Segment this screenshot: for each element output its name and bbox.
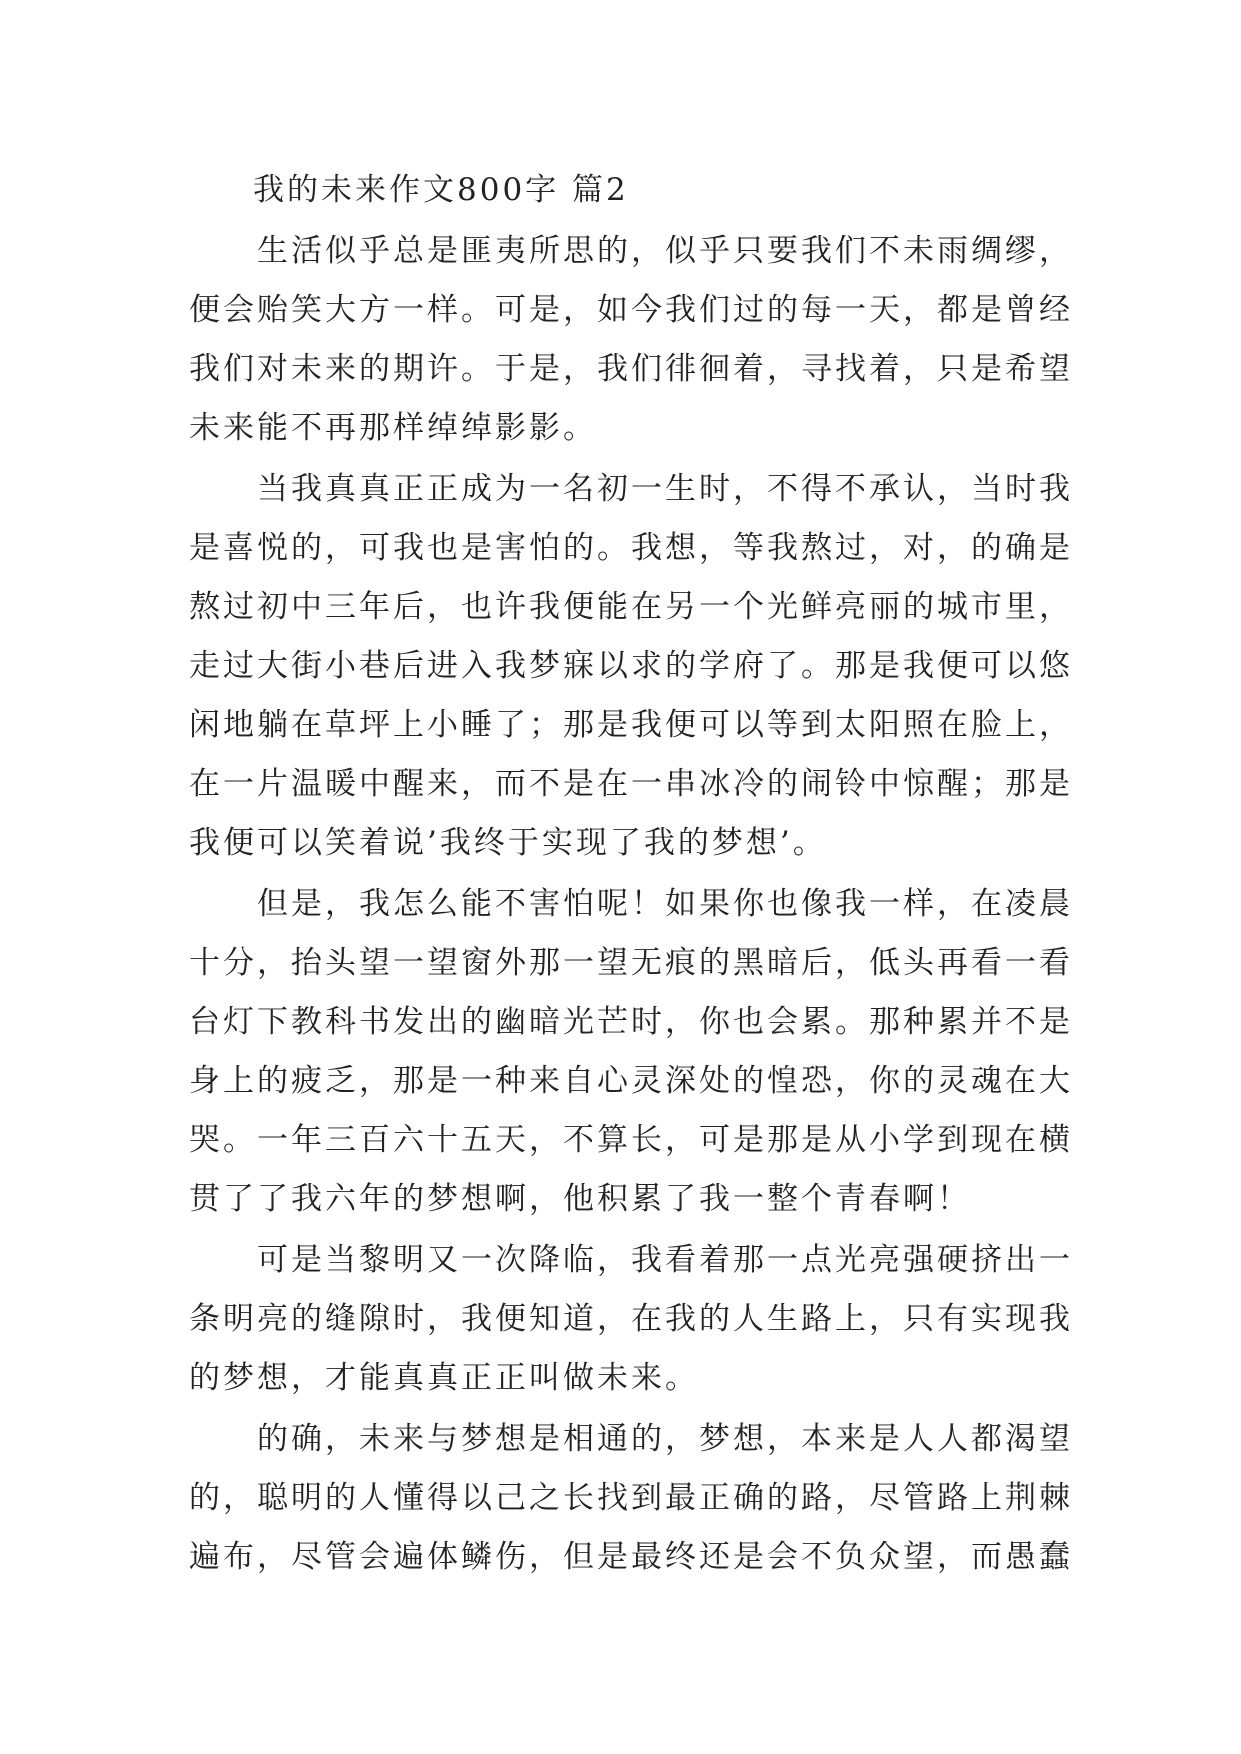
text-line: 哭。一年三百六十五天，不算长，可是那是从小学到现在横 <box>189 1122 1073 1158</box>
text-line: 未来能不再那样绰绰影影。 <box>189 410 597 446</box>
text-line: 但是，我怎么能不害怕呢！如果你也像我一样，在凌晨 <box>257 886 1073 922</box>
text-line: 台灯下教科书发出的幽暗光芒时，你也会累。那种累并不是 <box>189 1004 1073 1040</box>
paragraph-3 <box>189 875 1094 1229</box>
text-line: 的梦想，才能真真正正叫做未来。 <box>189 1360 699 1396</box>
text-line: 遍布，尽管会遍体鳞伤，但是最终还是会不负众望，而愚蠢 <box>189 1539 1073 1575</box>
text-line: 可是当黎明又一次降临，我看着那一点光亮强硬挤出一 <box>257 1242 1073 1278</box>
paragraph-1 <box>189 222 1094 458</box>
paragraph-2 <box>189 460 1094 873</box>
text-line: 十分，抬头望一望窗外那一望无痕的黑暗后，低头再看一看 <box>189 945 1073 981</box>
text-line: 条明亮的缝隙时，我便知道，在我的人生路上，只有实现我 <box>189 1301 1073 1337</box>
text-line: 的确，未来与梦想是相通的，梦想，本来是人人都渴望 <box>257 1421 1073 1457</box>
text-line: 熬过初中三年后，也许我便能在另一个光鲜亮丽的城市里， <box>189 589 1073 625</box>
paragraph-4 <box>189 1231 1094 1408</box>
text-line: 身上的疲乏，那是一种来自心灵深处的惶恐，你的灵魂在大 <box>189 1063 1073 1099</box>
text-line: 闲地躺在草坪上小睡了；那是我便可以等到太阳照在脸上， <box>189 707 1073 743</box>
text-line: 当我真真正正成为一名初一生时，不得不承认，当时我 <box>257 471 1073 507</box>
text-line: 我们对未来的期许。于是，我们徘徊着，寻找着，只是希望 <box>189 351 1073 387</box>
text-line: 走过大街小巷后进入我梦寐以求的学府了。那是我便可以悠 <box>189 648 1073 684</box>
paragraph-5 <box>189 1410 1094 1587</box>
essay-title: 我的未来作文800字 篇2 <box>253 172 629 208</box>
text-line: 在一片温暖中醒来，而不是在一串冰冷的闹铃中惊醒；那是 <box>189 766 1073 802</box>
text-line: 我便可以笑着说’我终于实现了我的梦想’。 <box>189 825 827 861</box>
text-line: 贯了了我六年的梦想啊，他积累了我一整个青春啊！ <box>189 1181 971 1217</box>
text-line: 是喜悦的，可我也是害怕的。我想，等我熬过，对，的确是 <box>189 530 1073 566</box>
essay-body <box>189 160 1094 1589</box>
text-line: 生活似乎总是匪夷所思的，似乎只要我们不未雨绸缪， <box>257 233 1073 269</box>
text-line: 便会贻笑大方一样。可是，如今我们过的每一天，都是曾经 <box>189 292 1073 328</box>
text-line: 的，聪明的人懂得以己之长找到最正确的路，尽管路上荆棘 <box>189 1480 1073 1516</box>
